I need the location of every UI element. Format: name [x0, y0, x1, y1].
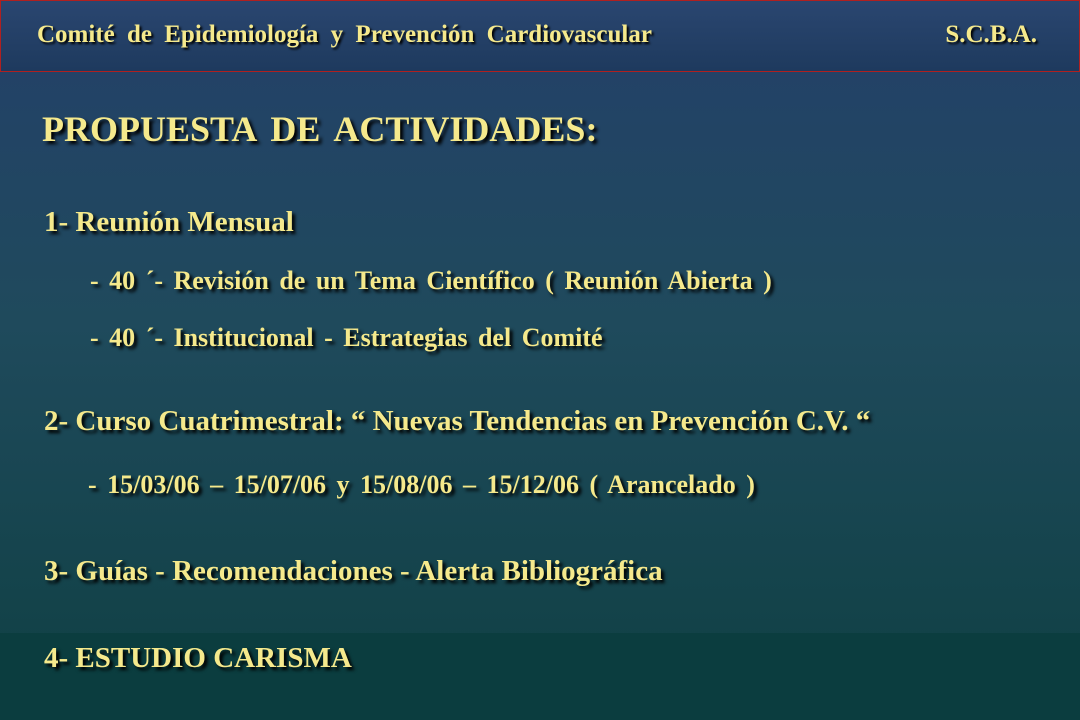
item-1-label: 1- Reunión Mensual	[44, 206, 294, 238]
item-2-label: 2- Curso Cuatrimestral: “ Nuevas Tendencias en Prevención C.V. “	[44, 405, 871, 437]
item-1-detail-2: - 40 ´- Institucional - Estrategias del Comité	[90, 323, 603, 352]
item-3-label: 3- Guías - Recomendaciones - Alerta Bibliográfica	[44, 555, 663, 587]
header-org: S.C.B.A.	[945, 21, 1037, 48]
item-4-label: 4- ESTUDIO CARISMA	[44, 642, 352, 674]
page-title: PROPUESTA DE ACTIVIDADES:	[42, 109, 598, 149]
header-title: Comité de Epidemiología y Prevención Cardiovascular	[37, 21, 652, 48]
header-bar	[0, 0, 1080, 72]
item-1-detail-1: - 40 ´- Revisión de un Tema Científico ( Reunión Abierta )	[90, 266, 772, 295]
item-2-detail-1: - 15/03/06 – 15/07/06 y 15/08/06 – 15/12/06 ( Arancelado )	[88, 470, 755, 499]
